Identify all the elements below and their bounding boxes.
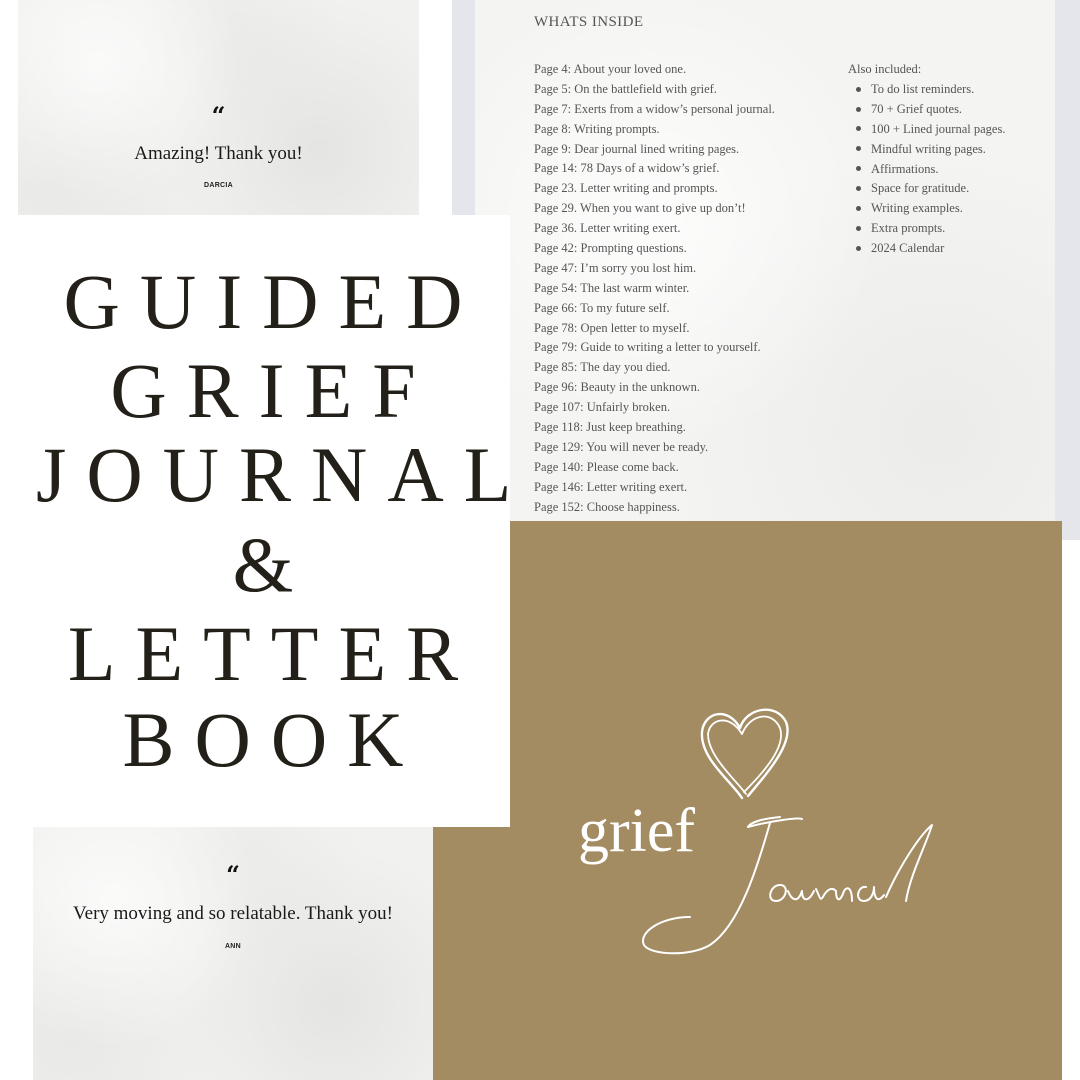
bullet-icon: [856, 206, 861, 211]
review-text: Amazing! Thank you!: [134, 143, 303, 164]
title-block: [16, 215, 532, 827]
contents-item: Page 129: You will never be ready.: [534, 439, 709, 454]
review-card-top: [18, 0, 419, 215]
title-line: GUIDED: [63, 258, 483, 345]
contents-item: Page 79: Guide to writing a letter to yourself.: [534, 340, 761, 355]
title-line: GRIEF: [110, 347, 436, 434]
review-author: DARCIA: [203, 182, 234, 189]
review-author: ANN: [224, 943, 242, 950]
cover-title-grief: grief: [578, 797, 696, 865]
title-line: JOURNAL: [36, 431, 532, 518]
bullet-icon: [856, 146, 861, 151]
bullet-icon: [856, 226, 861, 231]
title-line: &: [232, 521, 314, 608]
contents-item: Page 54: The last warm winter.: [534, 280, 690, 295]
bullet-icon: [856, 166, 861, 171]
title-line: BOOK: [122, 696, 424, 783]
also-included-item: Writing examples.: [856, 199, 1005, 219]
contents-item: Page 146: Letter writing exert.: [534, 479, 688, 494]
also-included-item: Space for gratitude.: [856, 179, 1005, 199]
heart-icon: [690, 700, 800, 805]
also-included-item: Extra prompts.: [856, 219, 1005, 239]
contents-item: Page 4: About your loved one.: [534, 62, 687, 76]
also-included-list: [856, 80, 1005, 259]
contents-item: Page 140: Please come back.: [534, 459, 679, 474]
also-included-item: Affirmations.: [856, 160, 1005, 180]
also-included-heading: Also included:: [848, 62, 922, 76]
bullet-icon: [856, 107, 861, 112]
bullet-icon: [856, 126, 861, 131]
review-text: Very moving and so relatable. Thank you!: [73, 903, 393, 924]
contents-item: Page 8: Writing prompts.: [534, 121, 660, 136]
also-included-item: Mindful writing pages.: [856, 140, 1005, 160]
contents-item: Page 66: To my future self.: [534, 300, 670, 315]
cover-script-journal: [630, 805, 950, 965]
contents-item: Page 23. Letter writing and prompts.: [534, 181, 718, 196]
also-included-item: 70 + Grief quotes.: [856, 100, 1005, 120]
contents-item: Page 14: 78 Days of a widow’s grief.: [534, 161, 720, 176]
contents-item: Page 42: Prompting questions.: [534, 241, 687, 256]
contents-item: Page 5: On the battlefield with grief.: [534, 81, 717, 96]
review-card-bottom: [33, 827, 433, 1080]
bullet-icon: [856, 186, 861, 191]
contents-item: Page 152: Choose happiness.: [534, 499, 680, 514]
title-line: LETTER: [67, 610, 479, 697]
contents-item: Page 107: Unfairly broken.: [534, 400, 671, 415]
contents-item: Page 85: The day you died.: [534, 360, 671, 375]
contents-item: Page 9: Dear journal lined writing pages.: [534, 141, 740, 156]
quote-icon: “: [226, 860, 240, 889]
contents-item: Page 118: Just keep breathing.: [534, 420, 686, 435]
bullet-icon: [856, 246, 861, 251]
contents-item: Page 36. Letter writing exert.: [534, 221, 681, 236]
quote-icon: “: [211, 101, 226, 130]
contents-item: Page 29. When you want to give up don’t!: [534, 201, 746, 216]
also-included-item: To do list reminders.: [856, 80, 1005, 100]
contents-list: [534, 60, 775, 517]
bullet-icon: [856, 87, 861, 92]
contents-item: Page 78: Open letter to myself.: [534, 320, 690, 335]
contents-item: Page 7: Exerts from a widow’s personal journal.: [534, 101, 775, 116]
contents-item: Page 96: Beauty in the unknown.: [534, 380, 700, 395]
contents-item: Page 47: I’m sorry you lost him.: [534, 260, 697, 275]
whats-inside-heading: WHATS INSIDE: [534, 14, 644, 30]
also-included-item: 100 + Lined journal pages.: [856, 120, 1005, 140]
also-included-item: 2024 Calendar: [856, 239, 1005, 259]
